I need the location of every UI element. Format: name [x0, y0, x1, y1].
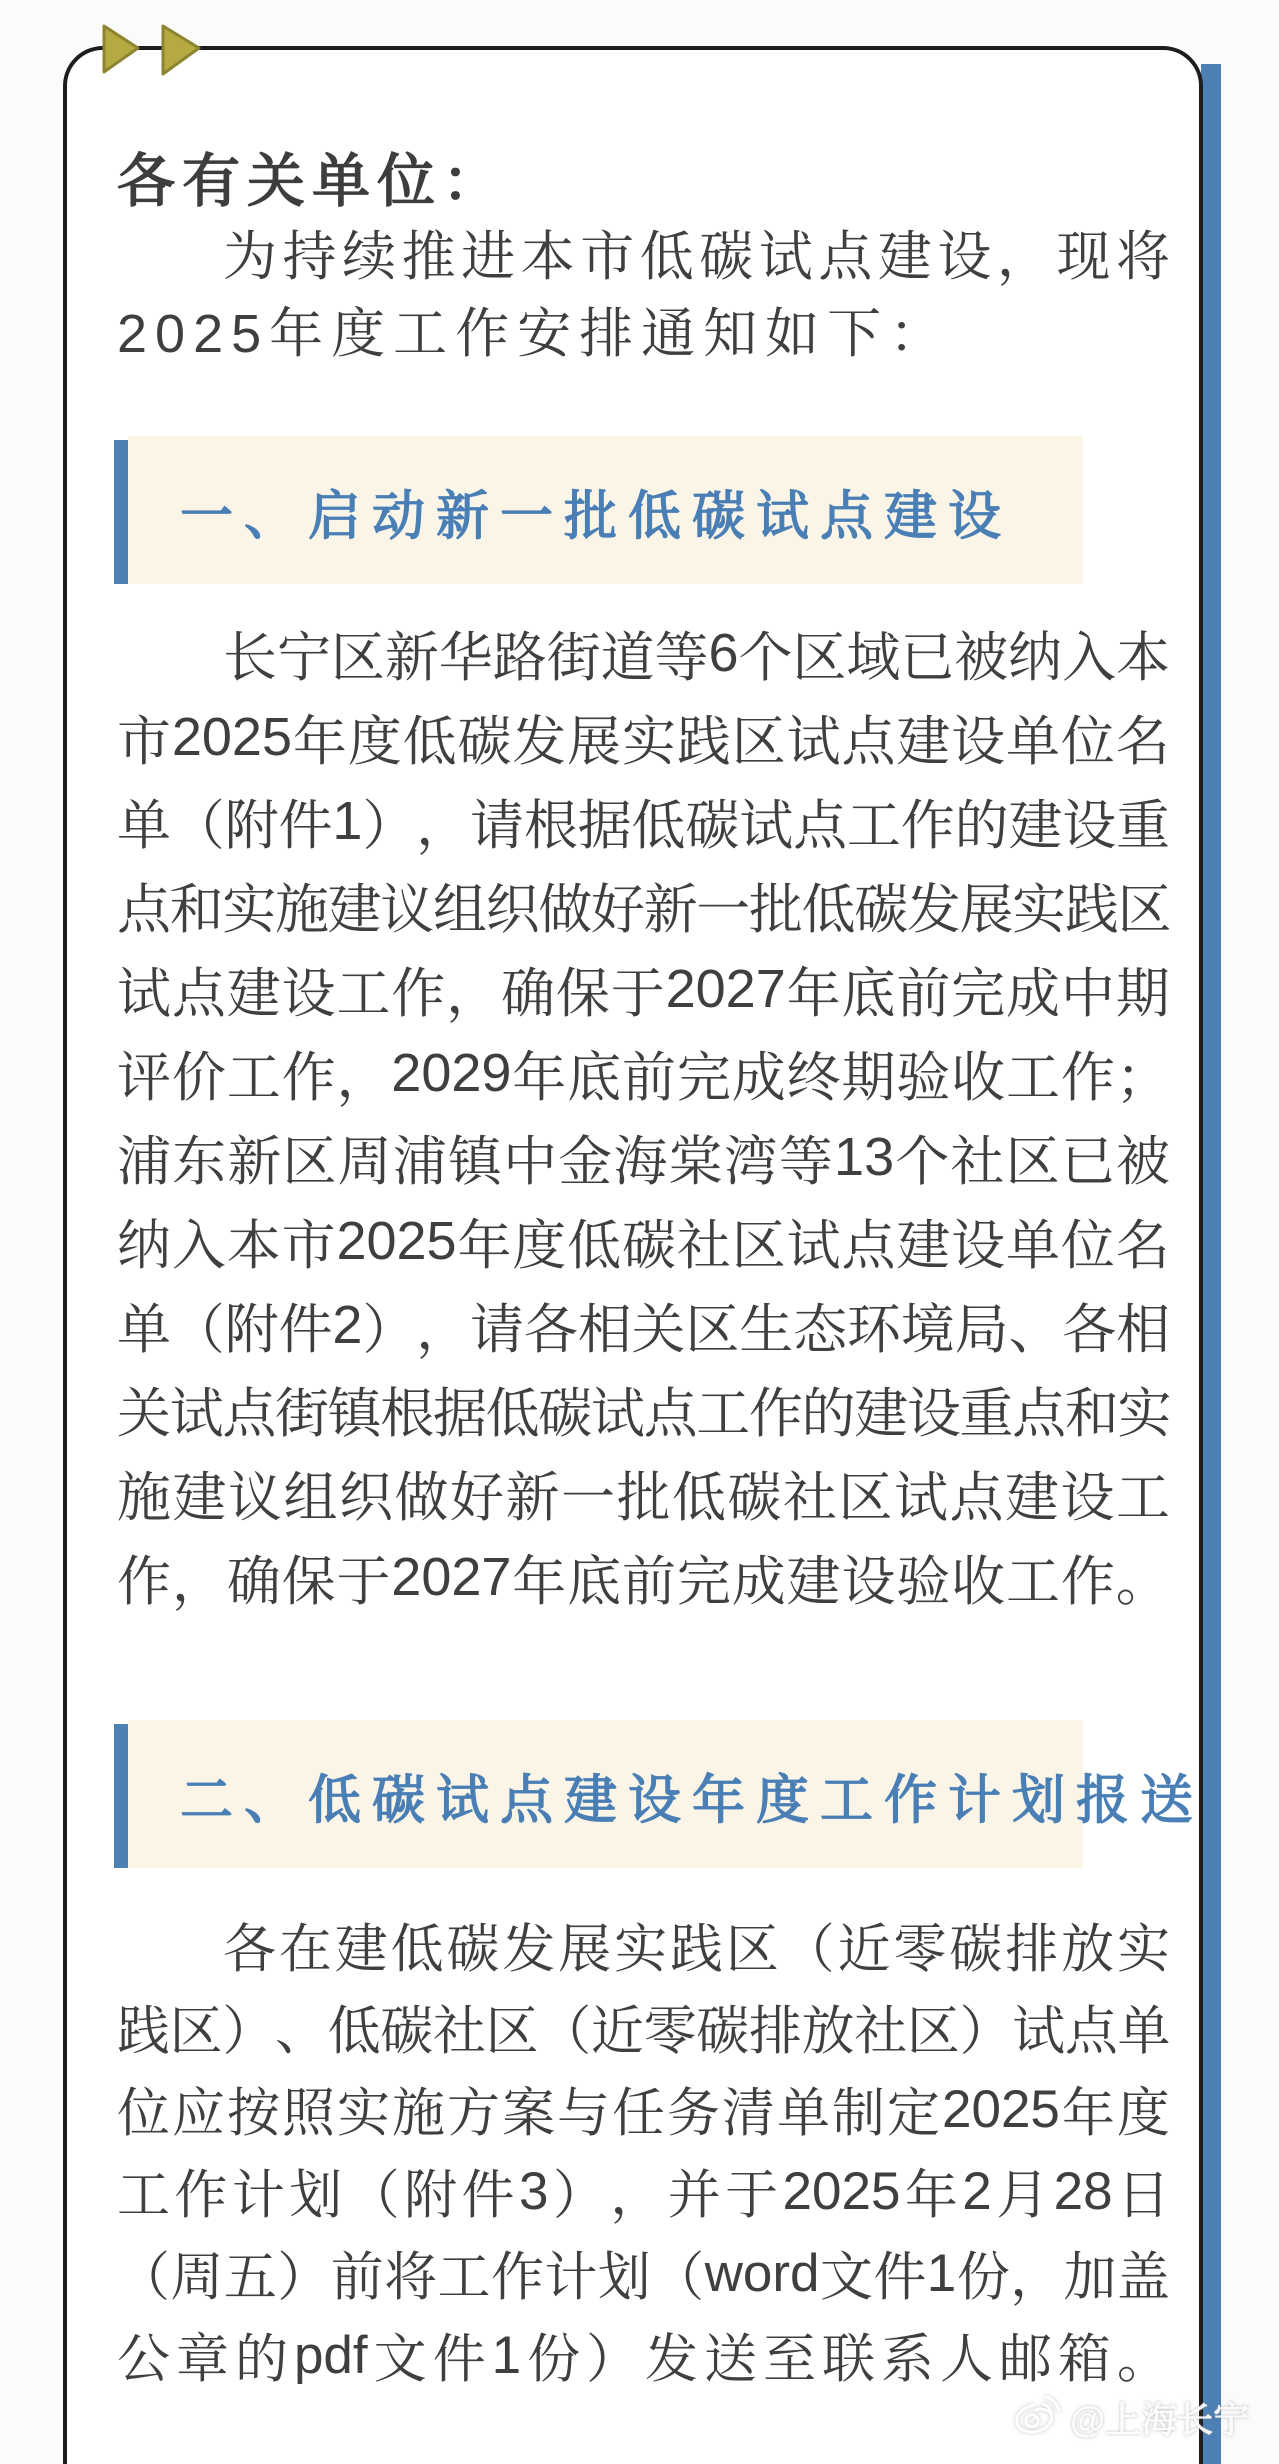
section-2-heading-block: [0, 1724, 1279, 1872]
double-arrow-icon: [98, 22, 208, 76]
intro-paragraph: [117, 211, 1170, 375]
text-line: 单 （ 附 件 2 ） ， 请 各 相 关 区 生 态 环 境 局 、 各 相: [117, 1295, 1171, 1360]
text-line: 工 作 计 划 （ 附 件 3 ） ， 并 于 2025 年 2 月 28 日: [117, 2161, 1170, 2225]
text-line: 为 持 续 推 进 本 市 低 碳 试 点 建 设 ， 现 将: [223, 226, 1170, 287]
section-1-heading-block: [0, 440, 1279, 588]
text-line: 践 区 ） 、 低 碳 社 区 （ 近 零 碳 排 放 社 区 ） 试 点 单: [117, 2002, 1171, 2061]
text-line: 长 宁 区 新 华 路 街 道 等 6 个 区 域 已 被 纳 入 本: [223, 623, 1171, 688]
weibo-logo-icon: [1012, 2390, 1064, 2445]
text-line: 试 点 建 设 工 作 ， 确 保 于 2027 年 底 前 完 成 中 期: [117, 959, 1170, 1024]
text-line: 作 ， 确 保 于 2027 年 底 前 完 成 建 设 验 收 工 作 。: [117, 1547, 1170, 1612]
text-line: 位 应 按 照 实 施 方 案 与 任 务 清 单 制 定 2025 年 度: [117, 2079, 1170, 2143]
text-line: 市 2025 年 度 低 碳 发 展 实 践 区 试 点 建 设 单 位 名: [117, 707, 1170, 772]
text-line: 2025年度工作安排通知如下：: [117, 304, 952, 364]
text-line: 浦 东 新 区 周 浦 镇 中 金 海 棠 湾 等 13 个 社 区 已 被: [117, 1127, 1170, 1192]
accent-strip: [1201, 64, 1221, 2464]
text-line: 公 章 的 pdf 文 件 1 份 ） 发 送 至 联 系 人 邮 箱 。: [117, 2325, 1170, 2389]
text-line: （ 周 五 ） 前 将 工 作 计 划 （ word 文 件 1 份 ， 加 盖: [117, 2243, 1170, 2307]
section-1-paragraph: [117, 611, 1170, 1619]
watermark-handle: @上海长宁: [1070, 2399, 1250, 2440]
text-line: 施 建 议 组 织 做 好 新 一 批 低 碳 社 区 试 点 建 设 工: [117, 1467, 1170, 1528]
heading-accent-bar: [114, 440, 128, 584]
text-line: 关 试 点 街 镇 根 据 低 碳 试 点 工 作 的 建 设 重 点 和 实: [117, 1383, 1172, 1444]
text-line: 纳 入 本 市 2025 年 度 低 碳 社 区 试 点 建 设 单 位 名: [117, 1211, 1170, 1276]
weibo-watermark: [1012, 2390, 1249, 2445]
text-line: 评 价 工 作 ， 2029 年 底 前 完 成 终 期 验 收 工 作 ；: [117, 1043, 1170, 1108]
section-2-paragraph: [117, 1904, 1170, 2396]
greeting-line: 各有关单位：: [117, 149, 508, 214]
section-1-heading: 一、启动新一批低碳试点建设: [180, 487, 1012, 546]
text-line: 点 和 实 施 建 议 组 织 做 好 新 一 批 低 碳 发 展 实 践 区: [117, 879, 1172, 940]
section-2-heading: 二、低碳试点建设年度工作计划报送: [180, 1771, 1204, 1830]
heading-accent-bar: [114, 1724, 128, 1868]
text-line: 单 （ 附 件 1 ） ， 请 根 据 低 碳 试 点 工 作 的 建 设 重: [117, 791, 1171, 856]
text-line: 各 在 建 低 碳 发 展 实 践 区 （ 近 零 碳 排 放 实: [223, 1920, 1170, 1979]
